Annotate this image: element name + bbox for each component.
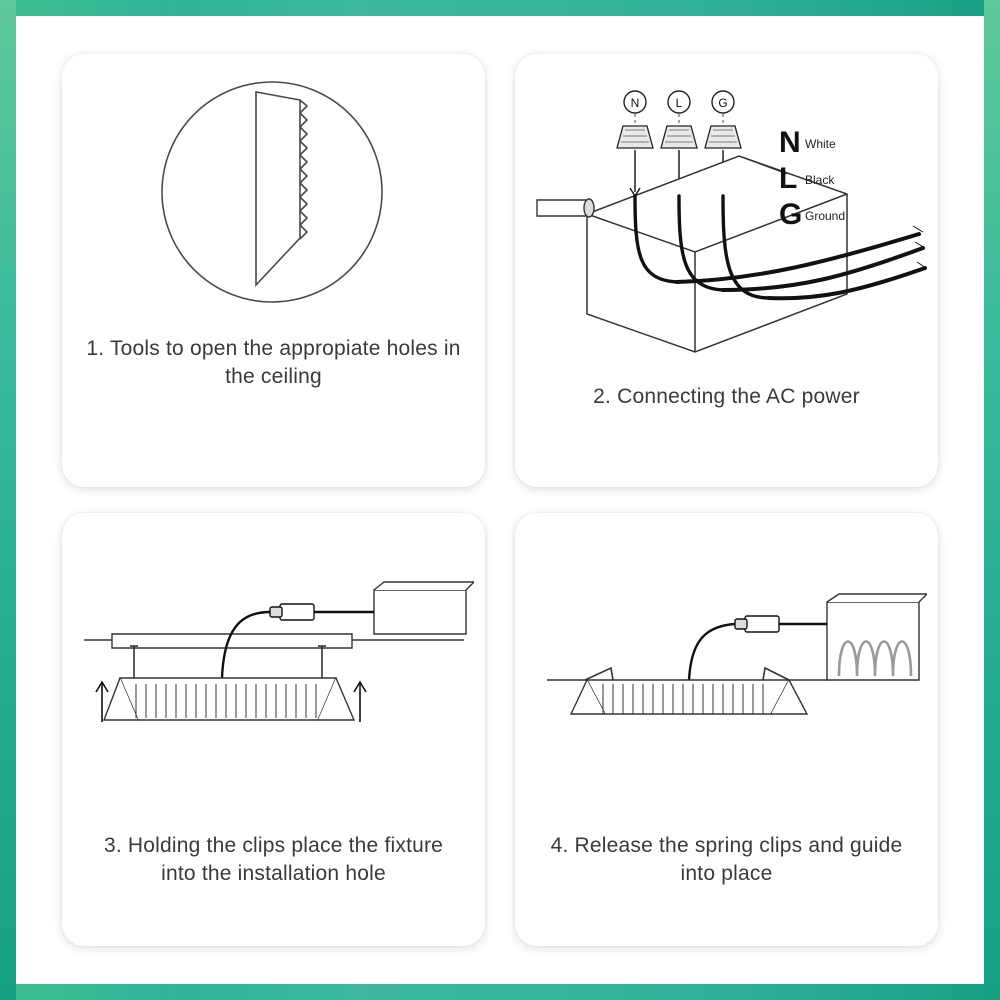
step-card-4 (515, 513, 938, 946)
content-area (16, 16, 984, 984)
step-2-caption: 2. Connecting the AC power (593, 385, 860, 409)
left-border-gradient (0, 0, 16, 1000)
junction-box-wiring-icon (527, 84, 927, 354)
svg-text:G: G (717, 95, 728, 110)
step-2-illustration (515, 54, 938, 383)
step-card-2 (515, 54, 938, 487)
step-1-caption: 1. Tools to open the appropiate holes in the ceiling (86, 337, 461, 389)
wire-legend (779, 126, 845, 231)
step-3-caption: 3. Holding the clips place the fixture into the installation hole (103, 834, 444, 886)
step-4-illustration (515, 513, 938, 832)
cable-connector (270, 604, 314, 620)
spring-clips-released (585, 668, 789, 680)
ceiling-hole-saw-icon (124, 70, 424, 320)
svg-text:G: G (778, 197, 802, 231)
cable-connector (735, 616, 779, 632)
svg-text:Ground: Ground (804, 208, 845, 223)
ceiling-plane (84, 634, 464, 648)
step-1-illustration (62, 54, 485, 335)
top-border-gradient (0, 0, 1000, 16)
spring-clips (130, 646, 326, 678)
driver-box (374, 582, 474, 634)
right-border-gradient (984, 0, 1000, 1000)
svg-text:Black: Black (804, 172, 834, 187)
wire-connectors (617, 126, 741, 148)
step-3-illustration (62, 513, 485, 832)
step-card-1 (62, 54, 485, 487)
bottom-border-gradient (0, 984, 1000, 1000)
svg-text:N: N (630, 95, 639, 110)
svg-text:L: L (778, 161, 797, 195)
step-card-3 (62, 513, 485, 946)
step-4-caption: 4. Release the spring clips and guide into place (550, 834, 903, 886)
fixture-body (571, 680, 807, 714)
svg-text:N: N (778, 125, 801, 159)
conduit-stub (537, 199, 594, 217)
terminal-markers (624, 91, 734, 113)
svg-text:White: White (804, 136, 836, 151)
spring-clips-released-icon (527, 568, 927, 778)
svg-text:L: L (675, 95, 682, 110)
steps-grid (16, 16, 984, 984)
fixture-clips-into-hole-icon (74, 568, 474, 778)
